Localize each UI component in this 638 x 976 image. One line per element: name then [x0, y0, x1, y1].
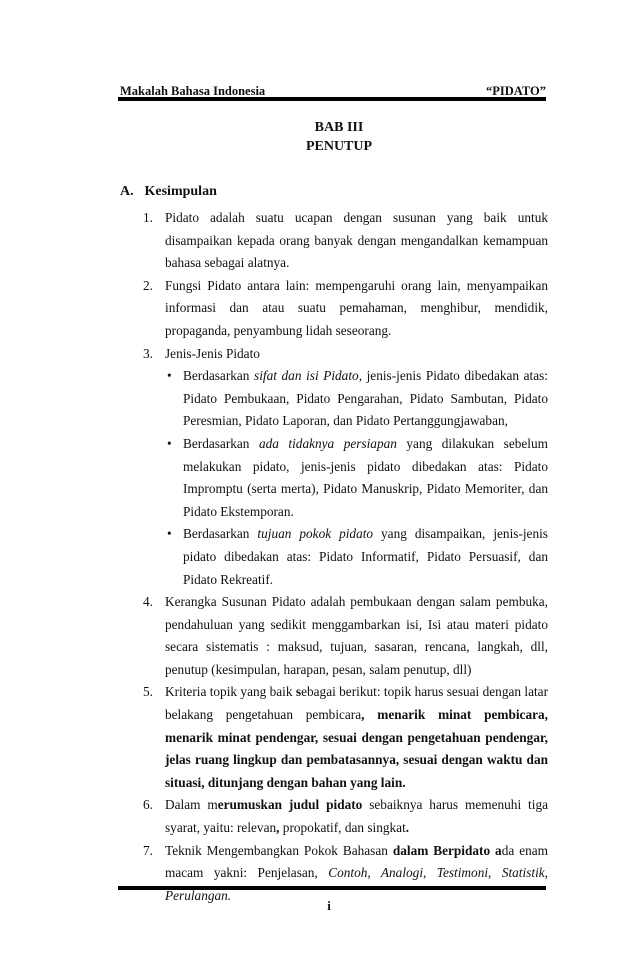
item-number: 2. [143, 277, 153, 293]
chapter-number: BAB III [314, 120, 364, 135]
list-item [143, 275, 548, 343]
item-number: 3. [143, 345, 153, 361]
bullet-dot-icon: • [167, 368, 172, 384]
header-rule [118, 97, 546, 101]
list-item: 5. Kriteria topik yang baik sebagai berikut: topik harus sesuai dengan latar belakang pengetahuan pembicara, menarik minat pembicara, menarik minat pendengar, sesuai dengan pengetahuan pendengar, jelas ruang lingkup dan pembatasannya, sesuai dengan waktu dan situasi, ditunjang dengan bahan yang lain. [143, 681, 548, 794]
running-header [120, 84, 546, 98]
bullet-dot-icon: • [167, 435, 172, 451]
item-number: 6. [143, 797, 153, 813]
bullet-item: • Berdasarkan tujuan pokok pidato yang disampaikan, jenis-jenis pidato dibedakan atas: Pidato Informatif, Pidato Persuasif, dan Pidato Rekreatif. [165, 523, 548, 591]
bullet-item: • Berdasarkan ada tidaknya persiapan yang dilakukan sebelum melakukan pidato, jenis-jenis pidato dibedakan atas: Pidato Impromptu (serta merta), Pidato Manuskrip, Pidato Memoriter, dan Pidato Ekstemporan. [165, 433, 548, 523]
emphasis-text: tujuan pokok pidato [257, 526, 374, 542]
item-text: Pidato adalah suatu ucapan dengan susunan yang baik untuk disampaikan kepada orang banyak dengan mengandalkan kemampuan bahasa sebagai alatnya. [165, 210, 548, 271]
list-item [143, 591, 548, 681]
conclusion-list [143, 207, 548, 907]
list-item [143, 207, 548, 275]
section-heading [120, 184, 217, 200]
item-number: 7. [143, 842, 153, 858]
item-text: Kerangka Susunan Pidato adalah pembukaan dengan salam pembuka, pendahuluan yang sedikit menggambarkan isi, Isi atau materi pidato secara sistematis : maksud, tujuan, sasaran, rencana, langkah, dll, penutup (kesimpulan, harapan, pesan, salam penutup, dll) [165, 594, 548, 677]
item-number: 1. [143, 210, 153, 225]
emphasis-text: sifat dan isi Pidato [254, 368, 359, 384]
chapter-title: PENUTUP [305, 139, 373, 154]
item-text: Fungsi Pidato antara lain: mempengaruhi orang lain, menyampaikan informasi dan atau suatu pemahaman, menghibur, mendidik, propaganda, penyambung lidah seseorang. [165, 277, 548, 338]
bold-criteria: , menarik minat pembicara, menarik minat pendengar, sesuai dengan pengetahuan pendengar, jelas ruang lingkup dan pembatasannya, sesuai dengan waktu dan situasi, ditunjang dengan bahan yang lain. [165, 707, 548, 790]
item-number: 5. [143, 684, 153, 700]
emphasis-text: ada tidaknya persiapan [258, 435, 397, 451]
list-item: 6. Dalam merumuskan judul pidato sebaiknya harus memenuhi tiga syarat, yaitu: relevan, propokatif, dan singkat. [143, 794, 548, 839]
section-title: Kesimpulan [144, 184, 217, 199]
page-number: i [327, 898, 331, 913]
bullet-dot-icon: • [167, 526, 172, 542]
bullet-list [165, 365, 548, 591]
section-label: A. [120, 184, 134, 199]
item-text: Jenis-Jenis Pidato [165, 345, 260, 361]
header-left-title: Makalah Bahasa Indonesia [120, 84, 266, 98]
bullet-item: • Berdasarkan sifat dan isi Pidato, jenis-jenis Pidato dibedakan atas: Pidato Pembukaan, Pidato Pengarahan, Pidato Sambutan, Pidato Peresmian, Pidato Laporan, dan Pidato Pertanggungjawaban, [165, 365, 548, 433]
item-number: 4. [143, 594, 153, 610]
list-item [143, 343, 548, 592]
header-right-title: “PIDATO” [486, 84, 546, 98]
list-item: 7. Teknik Mengembangkan Pokok Bahasan dalam Berpidato ada enam macam yakni: Penjelasan, Contoh, Analogi, Testimoni, Statistik, Perulangan. [143, 840, 548, 908]
footer-rule [118, 886, 546, 890]
